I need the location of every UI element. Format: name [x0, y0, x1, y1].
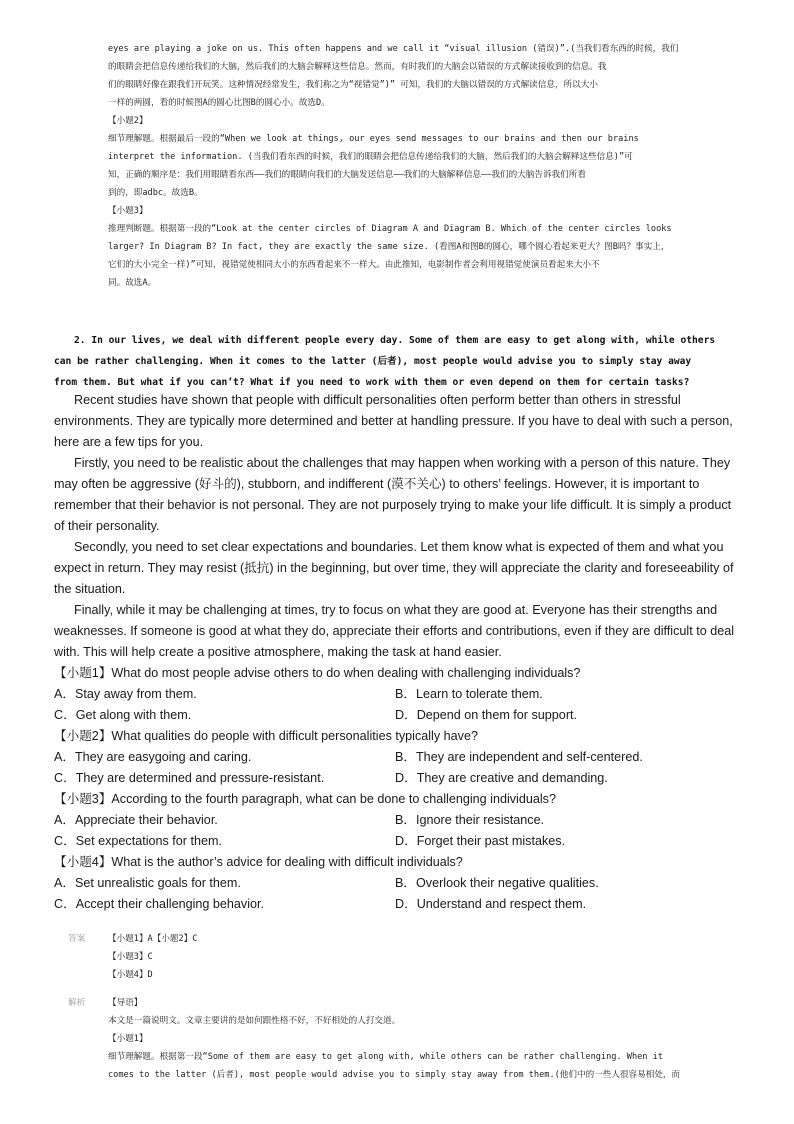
explanation-line: 同。故选A。	[108, 278, 157, 288]
intro-line: can be rather challenging. When it comes to the latter (后者), most people would advise you to simply stay away	[54, 356, 692, 367]
option-d[interactable]: D．Depend on them for support.	[395, 708, 578, 722]
explanation-line: 们的眼睛好像在跟我们开玩笑。这种情况经常发生，我们称之为“视错觉”)” 可知，我们的大脑以错误的方式解读信息，所以大小	[108, 80, 598, 90]
explanation-line: 它们的大小完全一样)”可知，视错觉使相同大小的东西看起来不一样大。由此推知，电影制作者会利用视错觉使演员看起来大小不	[108, 260, 600, 270]
passage-paragraph: Recent studies have shown that people with difficult personalities often perform better than others in stressful environments. They are typically more determined and better at handling pressure. If you have to deal with such a person, here are a few tips for you.	[54, 393, 733, 449]
option-a[interactable]: A．Set unrealistic goals for them.	[54, 876, 241, 890]
subquestion-heading: 【小题3】	[108, 206, 148, 216]
subquestion-stem: 【小题4】What is the author’s advice for dealing with difficult individuals?	[54, 855, 463, 869]
answer-analysis	[68, 930, 738, 1084]
option-a[interactable]: A．Stay away from them.	[54, 687, 197, 701]
answer-line: 【小题4】D	[108, 970, 153, 980]
option-b[interactable]: B．Learn to tolerate them.	[395, 687, 543, 701]
option-c[interactable]: C．They are determined and pressure-resistant.	[54, 771, 325, 785]
analysis-label: 解析	[68, 998, 86, 1008]
answer-content	[108, 930, 738, 984]
analysis-content	[108, 994, 738, 1084]
explanation-line: 知，正确的顺序是：我们用眼睛看东西——我们的眼睛向我们的大脑发送信息——我们的大脑解释信息——我们的大脑告诉我们所看	[108, 170, 586, 180]
intro-line: 2. In our lives, we deal with different people every day. Some of them are easy to get along with, while others	[74, 335, 716, 346]
subquestion-stem: 【小题1】What do most people advise others to do when dealing with challenging individuals?	[54, 666, 581, 680]
analysis-line: comes to the latter (后者), most people would advise you to simply stay away from them.(他们中的一些人很容易相处，而	[108, 1070, 681, 1080]
subquestion-stem: 【小题2】What qualities do people with difficult personalities typically have?	[54, 729, 478, 743]
explanation-line: 细节理解题。根据最后一段的“When we look at things, our eyes send messages to our brains and then our brains	[108, 134, 639, 144]
answer-label: 答案	[68, 934, 86, 944]
option-b[interactable]: B．Ignore their resistance.	[395, 813, 545, 827]
option-d[interactable]: D．Understand and respect them.	[395, 897, 587, 911]
option-c[interactable]: C．Set expectations for them.	[54, 834, 222, 848]
subquestion-list	[54, 663, 744, 915]
explanation-line: interpret the information. (当我们看东西的时候，我们的眼睛会把信息传递给我们的大脑，然后我们的大脑会解释这些信息)”可	[108, 152, 633, 162]
analysis-line: 【小题1】	[108, 1034, 148, 1044]
explanation-line: 推理判断题。根据第一段的“Look at the center circles of Diagram A and Diagram B. Which of the center circles looks	[108, 224, 672, 234]
explanation-line: 到的，即adbc。故选B。	[108, 188, 203, 198]
explanation-line: 一样的两圆，看的时候图A的圆心比图B的圆心小。故选D。	[108, 98, 330, 108]
explanation-line: larger? In Diagram B? In fact, they are exactly the same size. (看图A和图B的圆心，哪个圆心看起来更大？图B吗？事实上，	[108, 242, 670, 252]
answer-line: 【小题1】A【小题2】C	[108, 934, 198, 944]
option-c[interactable]: C．Accept their challenging behavior.	[54, 897, 265, 911]
reading-passage	[54, 390, 744, 663]
passage-paragraph: Secondly, you need to set clear expectations and boundaries. Let them know what is expected of them and what you expect in return. They may resist (抵抗) in the beginning, but over time, they will appreciate the clarity and foreseeability of the situation.	[54, 540, 734, 596]
subquestion-heading: 【小题2】	[108, 116, 148, 126]
option-grid	[54, 747, 744, 789]
option-c[interactable]: C．Get along with them.	[54, 708, 192, 722]
answer-row	[68, 930, 738, 984]
question-intro	[54, 330, 744, 393]
subquestion-stem: 【小题3】According to the fourth paragraph, what can be done to challenging individuals?	[54, 792, 556, 806]
explanation-line: eyes are playing a joke on us. This often happens and we call it “visual illusion (错误)”.(当我们看东西的时候，我们	[108, 44, 679, 54]
option-grid	[54, 684, 744, 726]
passage-paragraph: Finally, while it may be challenging at times, try to focus on what they are good at. Everyone has their strengths and weaknesses. If someone is good at what they do, appreciate their efforts and contributions, even if they are difficult to deal with. This will help create a positive atmosphere, making the task at hand easier.	[54, 603, 735, 659]
option-grid	[54, 873, 744, 915]
option-a[interactable]: A．They are easygoing and caring.	[54, 750, 252, 764]
option-b[interactable]: B．Overlook their negative qualities.	[395, 876, 599, 890]
passage-paragraph: Firstly, you need to be realistic about the challenges that may happen when working with a person of this nature. They may often be aggressive (好斗的), stubborn, and indifferent (漠不关心) to others’ feelings. However, it is important to remember that their behavior is not personal. They are not purposely trying to make your life difficult. It is simply a product of their personality.	[54, 456, 732, 533]
answer-line: 【小题3】C	[108, 952, 153, 962]
option-b[interactable]: B．They are independent and self-centered.	[395, 750, 643, 764]
analysis-line: 【导语】	[108, 998, 143, 1008]
analysis-row	[68, 994, 738, 1084]
analysis-line: 细节理解题。根据第一段“Some of them are easy to get along with, while others can be rather challenging. When it	[108, 1052, 664, 1062]
option-a[interactable]: A．Appreciate their behavior.	[54, 813, 218, 827]
option-grid	[54, 810, 744, 852]
analysis-line: 本文是一篇说明文。文章主要讲的是如何跟性格不好，不好相处的人打交道。	[108, 1016, 401, 1026]
option-d[interactable]: D．Forget their past mistakes.	[395, 834, 566, 848]
intro-line: from them. But what if you can’t? What if you need to work with them or even depend on them for certain tasks?	[54, 377, 690, 388]
option-d[interactable]: D．They are creative and demanding.	[395, 771, 608, 785]
previous-explanation	[108, 40, 728, 292]
explanation-line: 的眼睛会把信息传递给我们的大脑，然后我们的大脑会解释这些信息。然而，有时我们的大脑会以错误的方式解读接收到的信息。我	[108, 62, 607, 72]
spacer	[68, 984, 738, 994]
